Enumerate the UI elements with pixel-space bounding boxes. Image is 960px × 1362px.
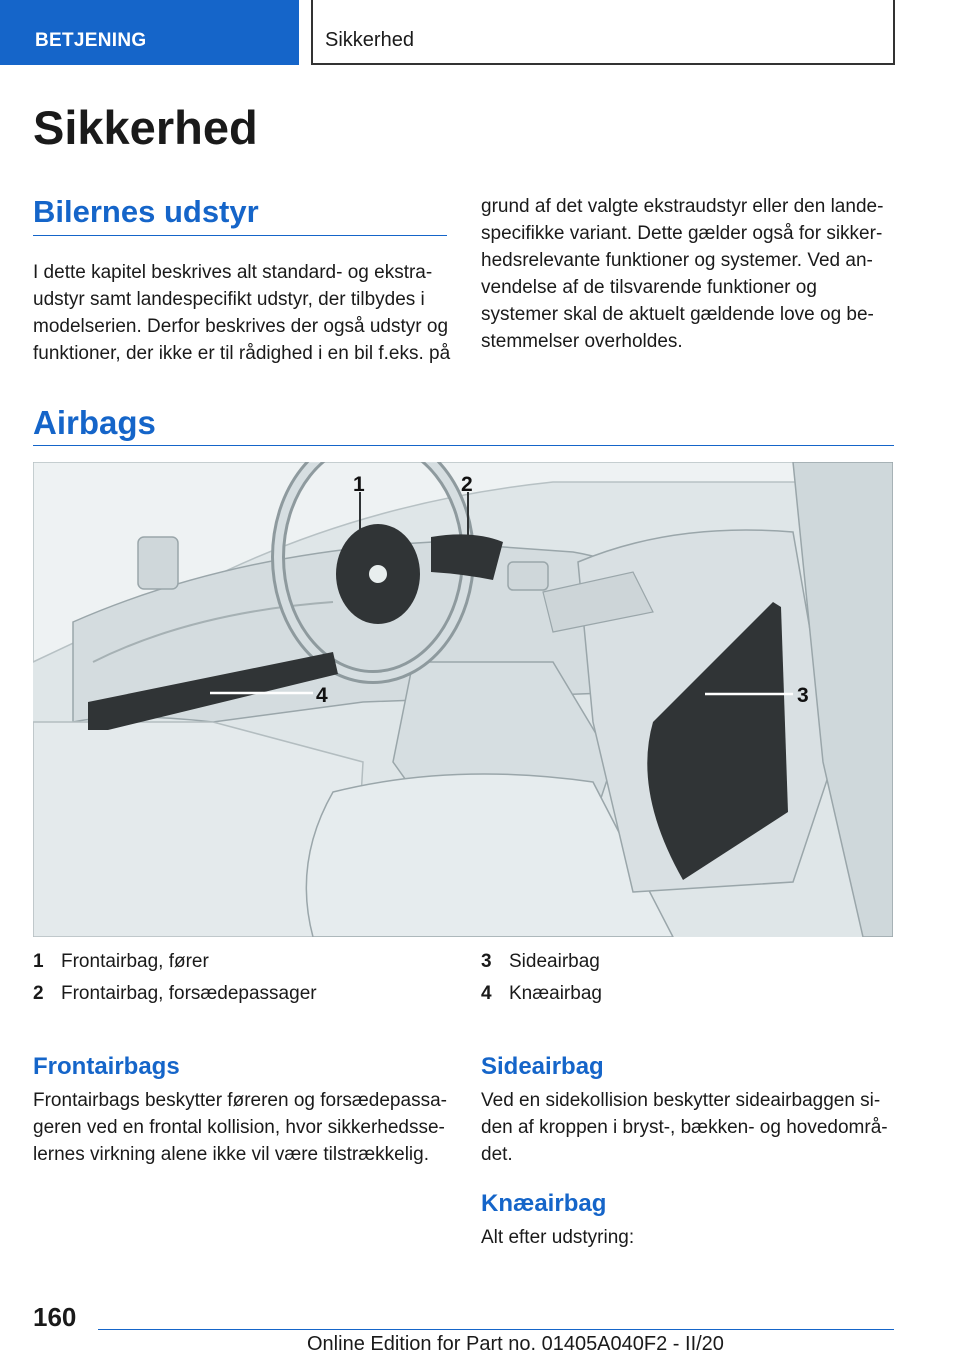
- legend-label: Knæairbag: [509, 983, 602, 1004]
- text-line: grund af det valgte ekstraudstyr eller den lande-: [481, 196, 884, 217]
- legend-label: Sideairbag: [509, 951, 600, 972]
- callout-1: 1: [353, 473, 365, 496]
- section-tab: [0, 0, 299, 65]
- text-line: lernes virkning alene ikke vil være tilstrækkelig.: [33, 1144, 429, 1165]
- legend-number: 2: [33, 983, 44, 1004]
- sideairbag-text: [481, 1087, 911, 1168]
- text-line: hedsrelevante funktioner og systemer. Ved an-: [481, 250, 873, 271]
- frontairbags-heading: Frontairbags: [33, 1053, 180, 1080]
- equipment-text-left: [33, 259, 453, 367]
- legend-right: [481, 946, 602, 1010]
- text-line: specifikke variant. Dette gælder også for sikker-: [481, 223, 883, 244]
- legend-number: 4: [481, 983, 492, 1004]
- footer-rule: [98, 1329, 894, 1330]
- text-line: funktioner, der ikke er til rådighed i en bil f.eks. på: [33, 343, 451, 364]
- legend-item: [33, 978, 317, 1010]
- text-line: den af kroppen i bryst-, bækken- og hovedområ-: [481, 1117, 888, 1138]
- callout-2: 2: [461, 473, 473, 496]
- text-line: det.: [481, 1144, 513, 1165]
- kneeairbag-heading: Knæairbag: [481, 1190, 607, 1217]
- kneeairbag-text: [481, 1224, 911, 1251]
- text-line: modelserien. Derfor beskrives der også udstyr og: [33, 316, 449, 337]
- chapter-label: Sikkerhed: [325, 29, 414, 51]
- equipment-heading: Bilernes udstyr: [33, 194, 259, 229]
- text-line: I dette kapitel beskrives alt standard- og ekstra-: [33, 262, 433, 283]
- text-line: Alt efter udstyring:: [481, 1227, 635, 1248]
- text-line: stemmelser overholdes.: [481, 331, 683, 352]
- legend-label: Frontairbag, forsædepassager: [61, 983, 317, 1004]
- text-line: geren ved en frontal kollision, hvor sikkerhedsse-: [33, 1117, 445, 1138]
- legend-number: 1: [33, 951, 44, 972]
- sideairbag-heading: Sideairbag: [481, 1053, 604, 1080]
- airbag-illustration: [33, 462, 893, 937]
- airbags-heading: Airbags: [33, 404, 156, 441]
- legend-item: [33, 946, 317, 978]
- section-label: BETJENING: [35, 30, 147, 51]
- text-line: Ved en sidekollision beskytter sideairbaggen si-: [481, 1090, 881, 1111]
- frontairbags-text: [33, 1087, 463, 1168]
- text-line: udstyr samt landespecifikt udstyr, der tilbydes i: [33, 289, 425, 310]
- page-title: Sikkerhed: [33, 101, 258, 154]
- legend-item: [481, 978, 602, 1010]
- edition-note: Online Edition for Part no. 01405A040F2 - II/20: [307, 1333, 724, 1355]
- legend-number: 3: [481, 951, 492, 972]
- text-line: systemer skal de aktuelt gældende love og be-: [481, 304, 874, 325]
- airbags-heading-rule: [33, 445, 894, 446]
- legend-left: [33, 946, 317, 1010]
- callout-3: 3: [797, 684, 809, 707]
- text-line: Frontairbags beskytter føreren og forsædepassa-: [33, 1090, 447, 1111]
- legend-item: [481, 946, 602, 978]
- text-line: vendelse af de tilsvarende funktioner og: [481, 277, 817, 298]
- chapter-box: [311, 0, 895, 65]
- callout-4: 4: [316, 684, 328, 707]
- legend-label: Frontairbag, fører: [61, 951, 209, 972]
- page-number: 160: [33, 1302, 77, 1332]
- equipment-text-right: [481, 193, 901, 355]
- equipment-heading-rule: [33, 235, 447, 236]
